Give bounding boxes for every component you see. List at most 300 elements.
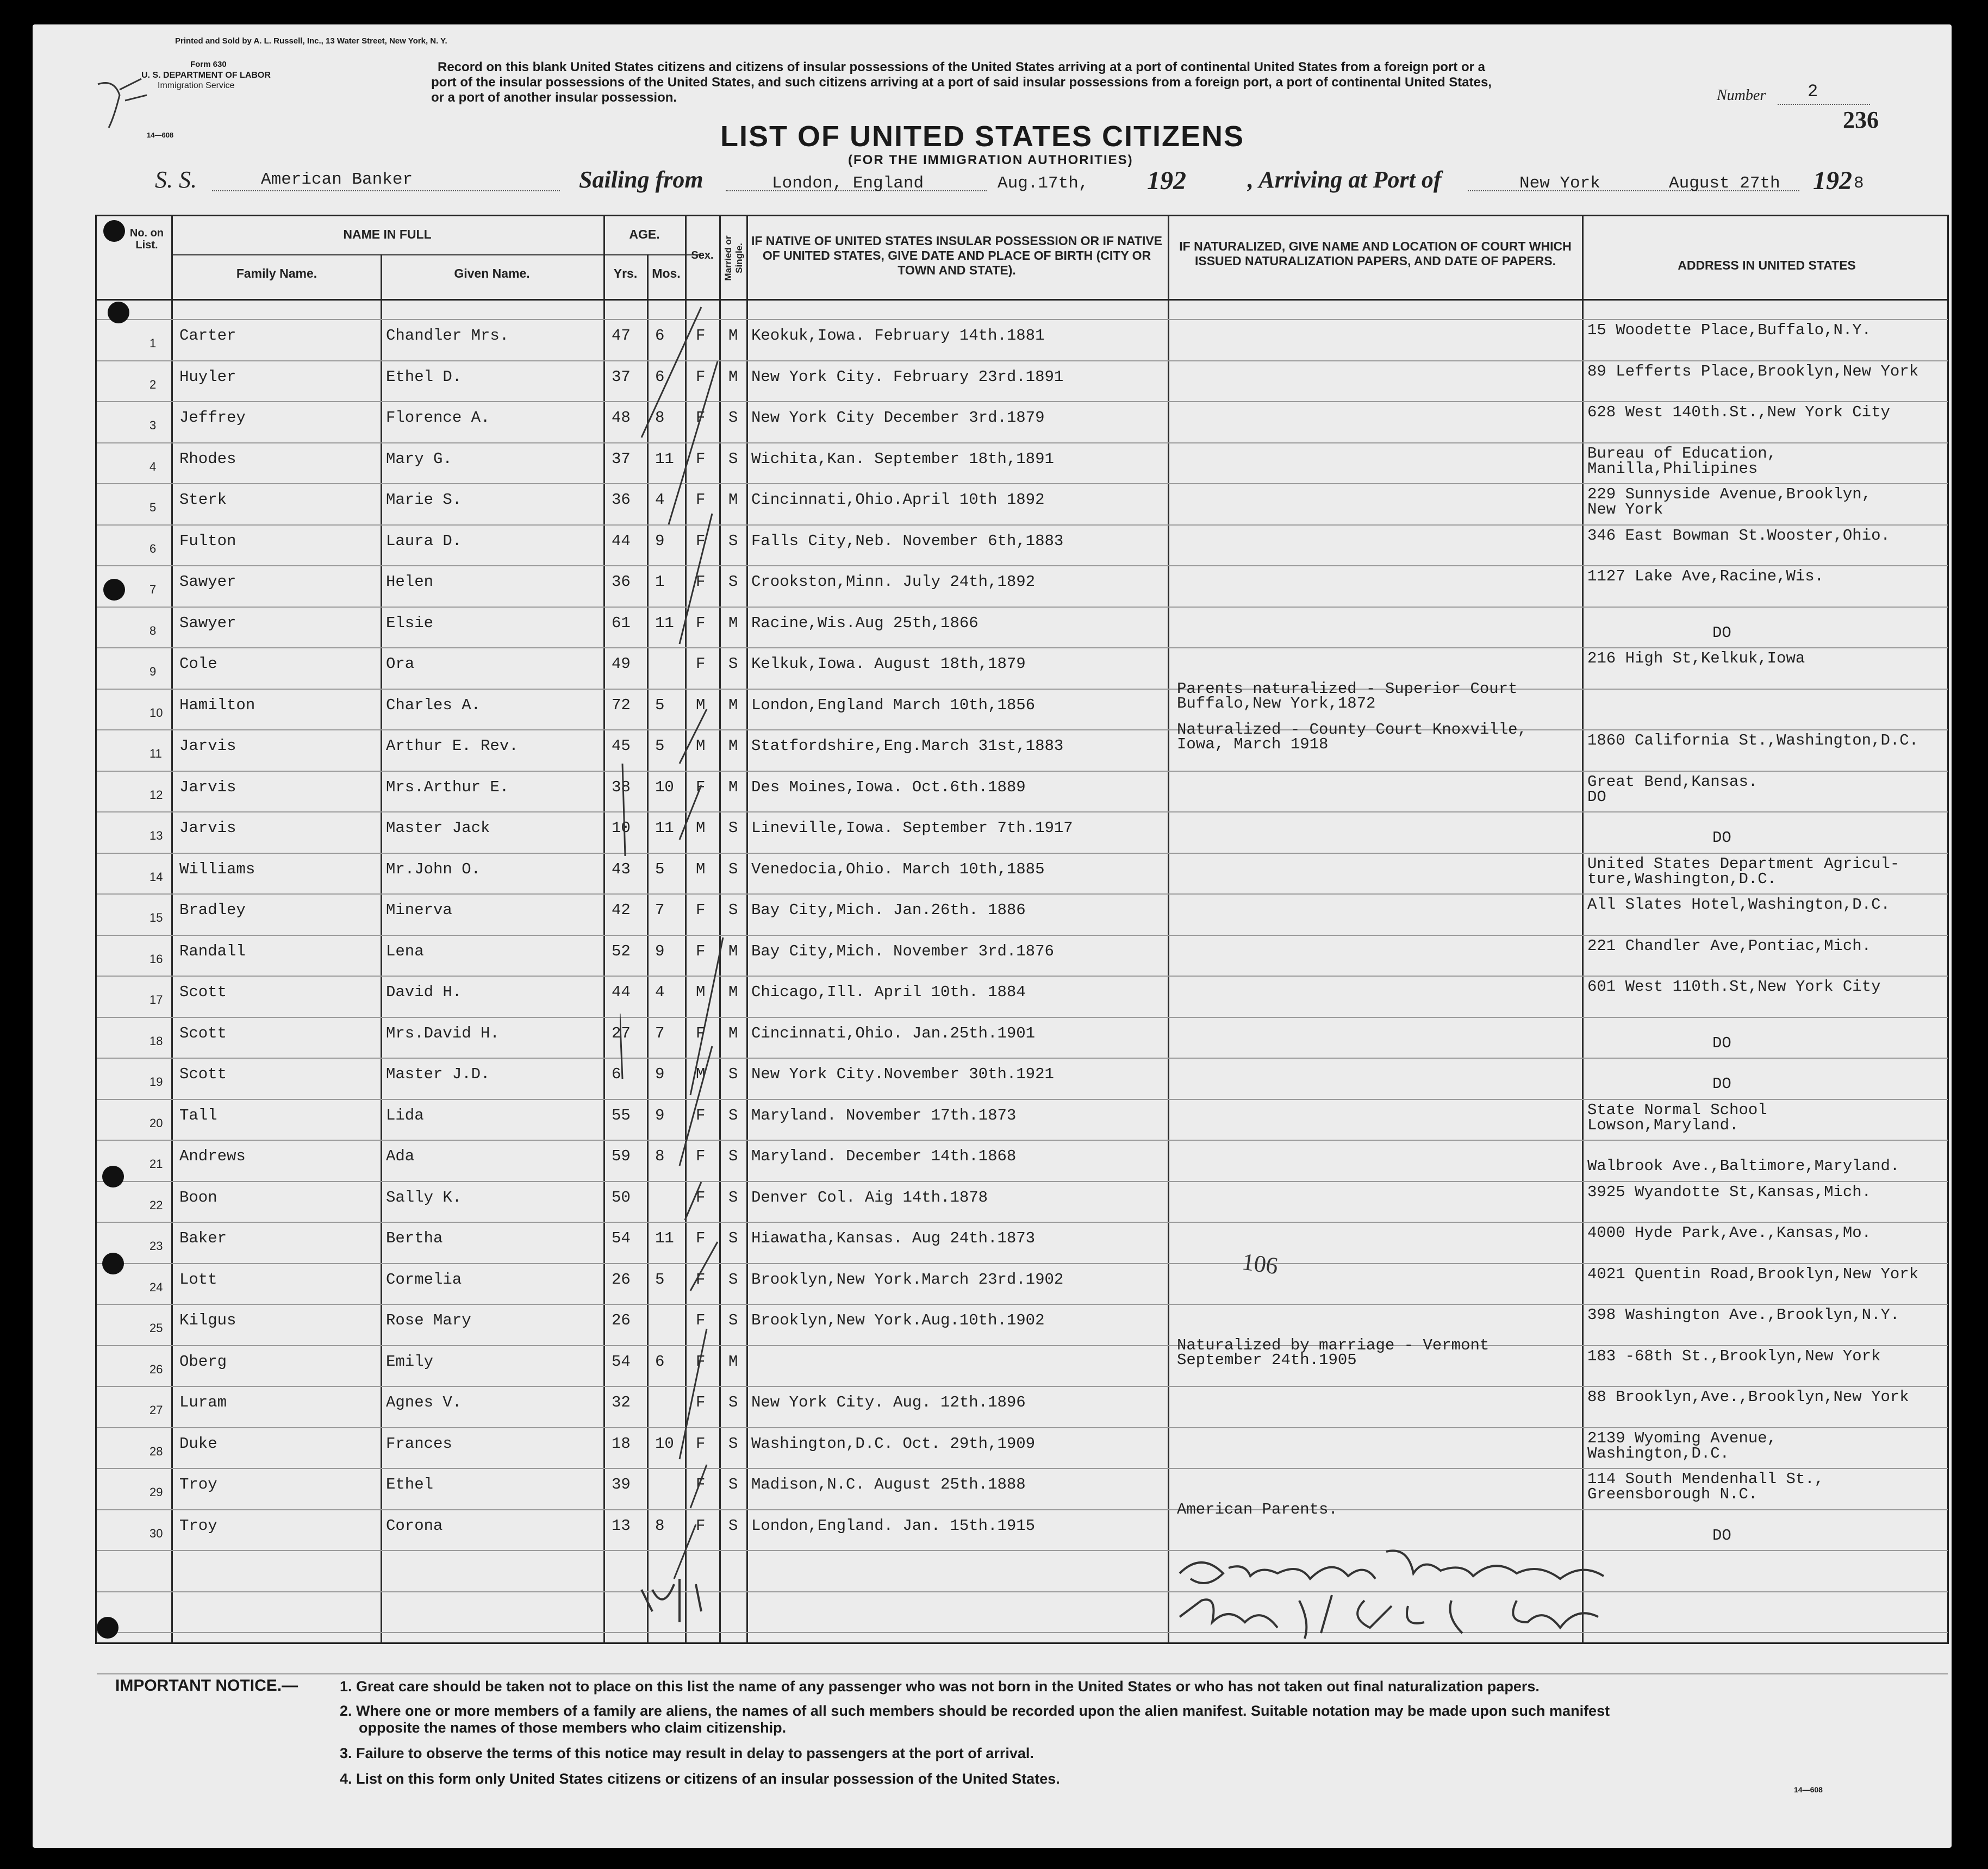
ship-field-line <box>212 190 560 191</box>
age-years: 26 <box>612 1270 631 1289</box>
address-line-2: DO <box>1712 1526 1731 1545</box>
form-service: Immigration Service <box>158 81 235 90</box>
address-line-1: 221 Chandler Ave,Pontiac,Mich. <box>1587 936 1872 955</box>
birth-place-date: Hiawatha,Kansas. Aug 24th.1873 <box>751 1229 1036 1247</box>
age-months: 8 <box>655 1516 665 1535</box>
family-name: Scott <box>179 1065 227 1083</box>
record-text-line-3: or a port of another insular possession. <box>431 90 677 105</box>
row-rule <box>97 483 1948 484</box>
age-months: 5 <box>655 860 665 878</box>
address-line-1: 88 Brooklyn,Ave.,Brooklyn,New York <box>1587 1388 1909 1406</box>
page-subtitle: (FOR THE IMMIGRATION AUTHORITIES) <box>848 153 1133 167</box>
address-line-1: State Normal School <box>1587 1101 1767 1119</box>
sex: F <box>696 409 706 427</box>
row-number: 23 <box>149 1239 163 1253</box>
marital-status: M <box>728 1024 738 1042</box>
row-number: 25 <box>149 1321 163 1335</box>
address-line-1: 229 Sunnyside Avenue,Brooklyn, <box>1587 485 1872 503</box>
row-rule <box>97 1304 1948 1305</box>
marital-status: M <box>728 327 738 345</box>
marital-status: M <box>728 614 738 632</box>
from-place: London, England <box>772 174 924 193</box>
sex: F <box>696 573 706 591</box>
address-line-2: DO <box>1712 1075 1731 1093</box>
row-number: 15 <box>149 911 163 924</box>
row-number: 30 <box>149 1526 163 1540</box>
family-name: Hamilton <box>179 696 255 714</box>
naturalization-line-1: American Parents. <box>1177 1500 1338 1518</box>
birth-place-date: Brooklyn,New York.Aug.10th.1902 <box>751 1311 1045 1329</box>
header-age: AGE. <box>629 227 660 241</box>
marital-status: M <box>728 983 738 1001</box>
footer-code: 14—608 <box>1794 1785 1823 1794</box>
header-yrs: Yrs. <box>613 266 638 280</box>
marital-status: S <box>728 532 738 550</box>
sex: F <box>696 655 706 673</box>
row-number: 10 <box>149 705 163 720</box>
row-number: 20 <box>149 1116 163 1130</box>
birth-place-date: Statfordshire,Eng.March 31st,1883 <box>751 737 1064 755</box>
row-rule <box>97 1058 1948 1059</box>
arrival-year-prefix: 192 <box>1813 166 1852 195</box>
birth-place-date: Des Moines,Iowa. Oct.6th.1889 <box>751 778 1026 796</box>
naturalization-line-2: September 24th.1905 <box>1177 1351 1357 1369</box>
row-number: 18 <box>149 1034 163 1048</box>
marital-status: M <box>728 367 738 386</box>
row-number: 7 <box>149 583 157 596</box>
sex: F <box>696 778 706 796</box>
arriving-label: , Arriving at Port of <box>1248 166 1442 193</box>
birth-place-date: Bay City,Mich. Jan.26th. 1886 <box>751 901 1026 919</box>
naturalization-line-1: Parents naturalized - Superior Court <box>1177 679 1518 698</box>
page-number: 236 <box>1843 107 1879 133</box>
birth-place-date: London,England. Jan. 15th.1915 <box>751 1516 1036 1535</box>
punch-hole <box>103 220 125 242</box>
birth-place-date: Keokuk,Iowa. February 14th.1881 <box>751 327 1045 345</box>
given-name: Rose Mary <box>386 1311 471 1329</box>
row-number: 1 <box>149 336 157 350</box>
given-name: Florence A. <box>386 409 490 427</box>
marital-status: S <box>728 1516 738 1535</box>
arrival-date: August 27th <box>1669 174 1780 193</box>
sex: F <box>696 901 706 919</box>
form-department: U. S. DEPARTMENT OF LABOR <box>141 71 271 80</box>
given-name: Mr.John O. <box>386 860 481 878</box>
family-name: Cole <box>179 655 217 673</box>
given-name: Agnes V. <box>386 1393 462 1411</box>
family-name: Lott <box>179 1270 217 1289</box>
sailing-label: Sailing from <box>579 166 703 193</box>
sex: F <box>696 942 706 960</box>
naturalization-line-1: Naturalized by marriage - Vermont <box>1177 1336 1490 1354</box>
row-rule <box>97 319 1948 320</box>
sex: F <box>696 1311 706 1329</box>
row-rule <box>97 607 1948 608</box>
age-years: 18 <box>612 1434 631 1453</box>
age-months: 8 <box>655 409 665 427</box>
punch-hole <box>97 1617 119 1639</box>
marital-status: S <box>728 449 738 468</box>
given-name: Master J.D. <box>386 1065 490 1083</box>
age-years: 37 <box>612 367 631 386</box>
notice-item-3: 3. Failure to observe the terms of this notice may result in delay to passengers at the port of arrival. <box>340 1745 1034 1761</box>
row-rule <box>97 1017 1948 1018</box>
given-name: Cormelia <box>386 1270 462 1289</box>
naturalization-line-2: Iowa, March 1918 <box>1177 735 1329 753</box>
family-name: Huyler <box>179 367 236 386</box>
family-name: Sawyer <box>179 573 236 591</box>
header-given-name: Given Name. <box>454 266 530 280</box>
row-rule <box>97 1099 1948 1100</box>
row-rule <box>97 1345 1948 1346</box>
row-number: 26 <box>149 1362 163 1376</box>
age-months: 4 <box>655 491 665 509</box>
sex: F <box>696 1270 706 1289</box>
row-number: 29 <box>149 1485 163 1499</box>
address-line-2: Manilla,Philipines <box>1587 459 1758 478</box>
manifest-sheet <box>33 24 1952 1848</box>
family-name: Scott <box>179 1024 227 1042</box>
row-rule <box>97 771 1948 772</box>
row-rule <box>97 1140 1948 1141</box>
family-name: Rhodes <box>179 449 236 468</box>
sex: F <box>696 1024 706 1042</box>
age-months: 5 <box>655 1270 665 1289</box>
header-name-in-full: NAME IN FULL <box>343 227 432 241</box>
sex: M <box>696 983 706 1001</box>
sex: F <box>696 1352 706 1371</box>
address-line-1: 183 -68th St.,Brooklyn,New York <box>1587 1347 1881 1365</box>
inspector-signature <box>1169 1541 1745 1649</box>
age-years: 37 <box>612 449 631 468</box>
marital-status: S <box>728 1188 738 1207</box>
given-name: Mrs.Arthur E. <box>386 778 509 796</box>
divider-birth <box>1168 215 1169 1644</box>
birth-place-date: New York City. Aug. 12th.1896 <box>751 1393 1026 1411</box>
birth-place-date: New York City. February 23rd.1891 <box>751 367 1064 386</box>
birth-place-date: Brooklyn,New York.March 23rd.1902 <box>751 1270 1064 1289</box>
divider-naturalized <box>1582 215 1584 1644</box>
header-married-single: Married or Single. <box>723 235 744 281</box>
given-name: David H. <box>386 983 462 1001</box>
arrival-year-digit: 8 <box>1854 174 1864 193</box>
address-line-1: 601 West 110th.St,New York City <box>1587 978 1881 996</box>
birth-place-date: Racine,Wis.Aug 25th,1866 <box>751 614 979 632</box>
row-rule <box>97 524 1948 526</box>
age-years: 36 <box>612 491 631 509</box>
marital-status: S <box>728 1065 738 1083</box>
sex: F <box>696 614 706 632</box>
sex: F <box>696 1147 706 1165</box>
family-name: Luram <box>179 1393 227 1411</box>
age-months: 9 <box>655 1065 665 1083</box>
family-name: Troy <box>179 1516 217 1535</box>
row-rule <box>97 729 1948 730</box>
family-name: Baker <box>179 1229 227 1247</box>
address-line-1: 398 Washington Ave.,Brooklyn,N.Y. <box>1587 1306 1900 1324</box>
birth-place-date: Wichita,Kan. September 18th,1891 <box>751 449 1054 468</box>
birth-place-date: Kelkuk,Iowa. August 18th,1879 <box>751 655 1026 673</box>
row-rule <box>97 647 1948 648</box>
address-line-1: 4021 Quentin Road,Brooklyn,New York <box>1587 1265 1919 1283</box>
sex: F <box>696 1393 706 1411</box>
header-sex: Sex. <box>691 249 714 261</box>
row-number: 14 <box>149 870 163 884</box>
age-months: 6 <box>655 327 665 345</box>
marital-status: S <box>728 1147 738 1165</box>
age-years: 47 <box>612 327 631 345</box>
marital-status: S <box>728 1476 738 1493</box>
row-number: 24 <box>149 1280 163 1294</box>
age-years: 54 <box>612 1352 631 1371</box>
printer-line: Printed and Sold by A. L. Russell, Inc., 13 Water Street, New York, N. Y. <box>175 36 447 46</box>
age-months: 11 <box>655 614 674 632</box>
family-name: Tall <box>179 1106 217 1124</box>
notice-item-4: 4. List on this form only United States citizens or citizens of an insular possession of the United States. <box>340 1771 1060 1787</box>
address-line-2: DO <box>1712 1034 1731 1052</box>
sex: F <box>696 1476 706 1493</box>
sex: M <box>696 1065 706 1083</box>
family-name: Carter <box>179 327 236 345</box>
marital-status: S <box>728 573 738 591</box>
age-months: 11 <box>655 449 674 468</box>
address-line-2: New York <box>1587 501 1663 518</box>
row-rule <box>97 1673 1948 1674</box>
number-field-line <box>1778 85 1870 105</box>
family-name: Jarvis <box>179 819 236 837</box>
row-rule <box>97 935 1948 936</box>
sex: F <box>696 1229 706 1247</box>
address-line-1: 2139 Wyoming Avenue, <box>1587 1429 1777 1447</box>
age-years: 54 <box>612 1229 631 1247</box>
given-name: Elsie <box>386 614 434 632</box>
row-number: 27 <box>149 1403 163 1417</box>
age-months: 6 <box>655 367 665 386</box>
given-name: Charles A. <box>386 696 481 714</box>
address-line-2: DO <box>1587 787 1606 806</box>
divider-no <box>171 215 173 1644</box>
age-years: 43 <box>612 860 631 878</box>
sex: F <box>696 367 706 386</box>
address-line-1: Bureau of Education, <box>1587 444 1777 462</box>
row-rule <box>97 360 1948 361</box>
header-mos: Mos. <box>652 266 681 280</box>
age-years: 6 <box>612 1065 621 1083</box>
address-line-1: 3925 Wyandotte St,Kansas,Mich. <box>1587 1183 1872 1201</box>
family-name: Sawyer <box>179 614 236 632</box>
row-number: 6 <box>149 541 157 555</box>
family-name: Boon <box>179 1188 217 1207</box>
sex: M <box>696 737 706 755</box>
row-rule <box>97 976 1948 977</box>
naturalization-line-1: Naturalized - County Court Knoxville, <box>1177 721 1527 739</box>
row-rule <box>97 893 1948 895</box>
address-line-1: 89 Lefferts Place,Brooklyn,New York <box>1587 362 1919 380</box>
stamp-number: 106 <box>1240 1248 1280 1280</box>
divider-family <box>381 254 382 1644</box>
address-line-2: ture,Washington,D.C. <box>1587 870 1777 888</box>
punch-hole <box>102 1166 124 1187</box>
given-name: Ora <box>386 655 415 673</box>
family-name: Scott <box>179 983 227 1001</box>
age-months: 5 <box>655 737 665 755</box>
form-number: Form 630 <box>190 60 227 69</box>
birth-place-date: New York City December 3rd.1879 <box>751 409 1045 427</box>
corner-checkmark <box>92 73 158 133</box>
punch-hole <box>108 302 129 323</box>
age-months: 9 <box>655 942 665 960</box>
marital-status: S <box>728 409 738 427</box>
given-name: Mary G. <box>386 449 452 468</box>
row-rule <box>97 853 1948 854</box>
birth-place-date: Bay City,Mich. November 3rd.1876 <box>751 942 1054 960</box>
family-name: Oberg <box>179 1352 227 1371</box>
age-months: 9 <box>655 532 665 550</box>
age-years: 48 <box>612 409 631 427</box>
given-name: Frances <box>386 1434 452 1453</box>
age-years: 38 <box>612 778 631 796</box>
ss-label: S. S. <box>155 166 197 193</box>
age-months: 6 <box>655 1352 665 1371</box>
name-header-rule <box>171 254 639 255</box>
marital-status: S <box>728 1393 738 1411</box>
age-years: 72 <box>612 696 631 714</box>
birth-place-date: Washington,D.C. Oct. 29th,1909 <box>751 1434 1036 1453</box>
age-months: 4 <box>655 983 665 1001</box>
age-years: 36 <box>612 573 631 591</box>
row-number: 22 <box>149 1198 163 1212</box>
given-name: Ada <box>386 1147 415 1165</box>
header-address: ADDRESS IN UNITED STATES <box>1678 258 1856 272</box>
family-name: Randall <box>179 942 246 960</box>
arrival-port: New York <box>1519 174 1600 193</box>
row-rule <box>97 565 1948 566</box>
row-rule <box>97 1263 1948 1264</box>
ship-name: American Banker <box>261 170 413 189</box>
given-name: Master Jack <box>386 819 490 837</box>
birth-place-date: Maryland. December 14th.1868 <box>751 1147 1017 1165</box>
row-number: 3 <box>149 418 157 432</box>
row-number: 17 <box>149 993 163 1007</box>
age-years: 59 <box>612 1147 631 1165</box>
row-number: 5 <box>149 501 157 514</box>
birth-place-date: Falls City,Neb. November 6th,1883 <box>751 532 1064 550</box>
address-line-2: DO <box>1712 829 1731 847</box>
given-name: Mrs.David H. <box>386 1024 500 1042</box>
address-line-1: 216 High St,Kelkuk,Iowa <box>1587 649 1805 667</box>
given-name: Arthur E. Rev. <box>386 737 519 755</box>
address-line-2: Greensborough N.C. <box>1587 1485 1758 1503</box>
birth-place-date: Maryland. November 17th.1873 <box>751 1106 1017 1124</box>
record-text-line-1: Record on this blank United States citizens and citizens of insular possessions of the United States arriving at a port of continental United States from a foreign port or a <box>438 60 1485 74</box>
header-no-on-list: No. on List. <box>129 227 164 251</box>
age-months: 11 <box>655 819 674 837</box>
row-number: 16 <box>149 952 163 966</box>
sex: F <box>696 1434 706 1453</box>
birth-place-date: Venedocia,Ohio. March 10th,1885 <box>751 860 1045 878</box>
address-line-1: Great Bend,Kansas. <box>1587 772 1758 791</box>
family-name: Sterk <box>179 491 227 509</box>
family-name: Jarvis <box>179 778 236 796</box>
page-title: LIST OF UNITED STATES CITIZENS <box>720 120 1244 153</box>
row-rule <box>97 1181 1948 1182</box>
given-name: Bertha <box>386 1229 443 1247</box>
family-name: Jarvis <box>179 737 236 755</box>
age-years: 45 <box>612 737 631 755</box>
age-years: 13 <box>612 1516 631 1535</box>
row-rule <box>97 1427 1948 1428</box>
given-name: Laura D. <box>386 532 462 550</box>
marital-status: S <box>728 860 738 878</box>
address-line-1: 114 South Mendenhall St., <box>1587 1470 1824 1488</box>
address-line-2: Washington,D.C. <box>1587 1444 1730 1462</box>
address-line-1: 346 East Bowman St.Wooster,Ohio. <box>1587 526 1890 545</box>
age-months: 10 <box>655 1434 674 1453</box>
notice-heading: IMPORTANT NOTICE.— <box>115 1677 298 1695</box>
address-line-2: Walbrook Ave.,Baltimore,Maryland. <box>1587 1157 1900 1175</box>
marital-status: S <box>728 819 738 837</box>
row-rule <box>97 1222 1948 1223</box>
address-line-1: United States Department Agricul- <box>1587 854 1900 873</box>
marital-status: M <box>728 491 738 509</box>
age-years: 42 <box>612 901 631 919</box>
age-years: 61 <box>612 614 631 632</box>
header-naturalized: IF NATURALIZED, GIVE NAME AND LOCATION OF COURT WHICH ISSUED NATURALIZATION PAPERS, AND DATE OF PAPERS. <box>1179 239 1572 268</box>
given-name: Ethel D. <box>386 367 462 386</box>
family-name: Andrews <box>179 1147 246 1165</box>
divider-given <box>603 215 605 1644</box>
age-years: 55 <box>612 1106 631 1124</box>
age-years: 32 <box>612 1393 631 1411</box>
age-months: 8 <box>655 1147 665 1165</box>
marital-status: S <box>728 655 738 673</box>
family-name: Troy <box>179 1476 217 1493</box>
sex: M <box>696 860 706 878</box>
sex: F <box>696 1106 706 1124</box>
number-value: 2 <box>1808 82 1818 102</box>
row-number: 28 <box>149 1444 163 1458</box>
sex: F <box>696 1188 706 1207</box>
family-name: Bradley <box>179 901 246 919</box>
sex: M <box>696 819 706 837</box>
row-number: 2 <box>149 377 157 391</box>
family-name: Kilgus <box>179 1311 236 1329</box>
given-name: Sally K. <box>386 1188 462 1207</box>
marital-status: S <box>728 1270 738 1289</box>
age-months: 9 <box>655 1106 665 1124</box>
age-years: 26 <box>612 1311 631 1329</box>
header-bottom-rule <box>97 299 1948 301</box>
row-rule <box>97 1509 1948 1510</box>
row-number: 11 <box>149 747 162 760</box>
given-name: Corona <box>386 1516 443 1535</box>
row-rule <box>97 811 1948 812</box>
marital-status: S <box>728 1229 738 1247</box>
age-years: 27 <box>612 1024 631 1042</box>
address-line-1: 15 Woodette Place,Buffalo,N.Y. <box>1587 321 1872 339</box>
form-code: 14—608 <box>147 131 174 139</box>
birth-place-date: Cincinnati,Ohio. Jan.25th.1901 <box>751 1024 1036 1042</box>
year-prefix: 192 <box>1147 166 1186 195</box>
birth-place-date: Denver Col. Aig 14th.1878 <box>751 1188 988 1207</box>
sex: F <box>696 1516 706 1535</box>
sex: F <box>696 491 706 509</box>
row-rule <box>97 1468 1948 1469</box>
family-name: Duke <box>179 1434 217 1453</box>
family-name: Fulton <box>179 532 236 550</box>
address-line-1: 1860 California St.,Washington,D.C. <box>1587 732 1919 749</box>
given-name: Lena <box>386 942 424 960</box>
